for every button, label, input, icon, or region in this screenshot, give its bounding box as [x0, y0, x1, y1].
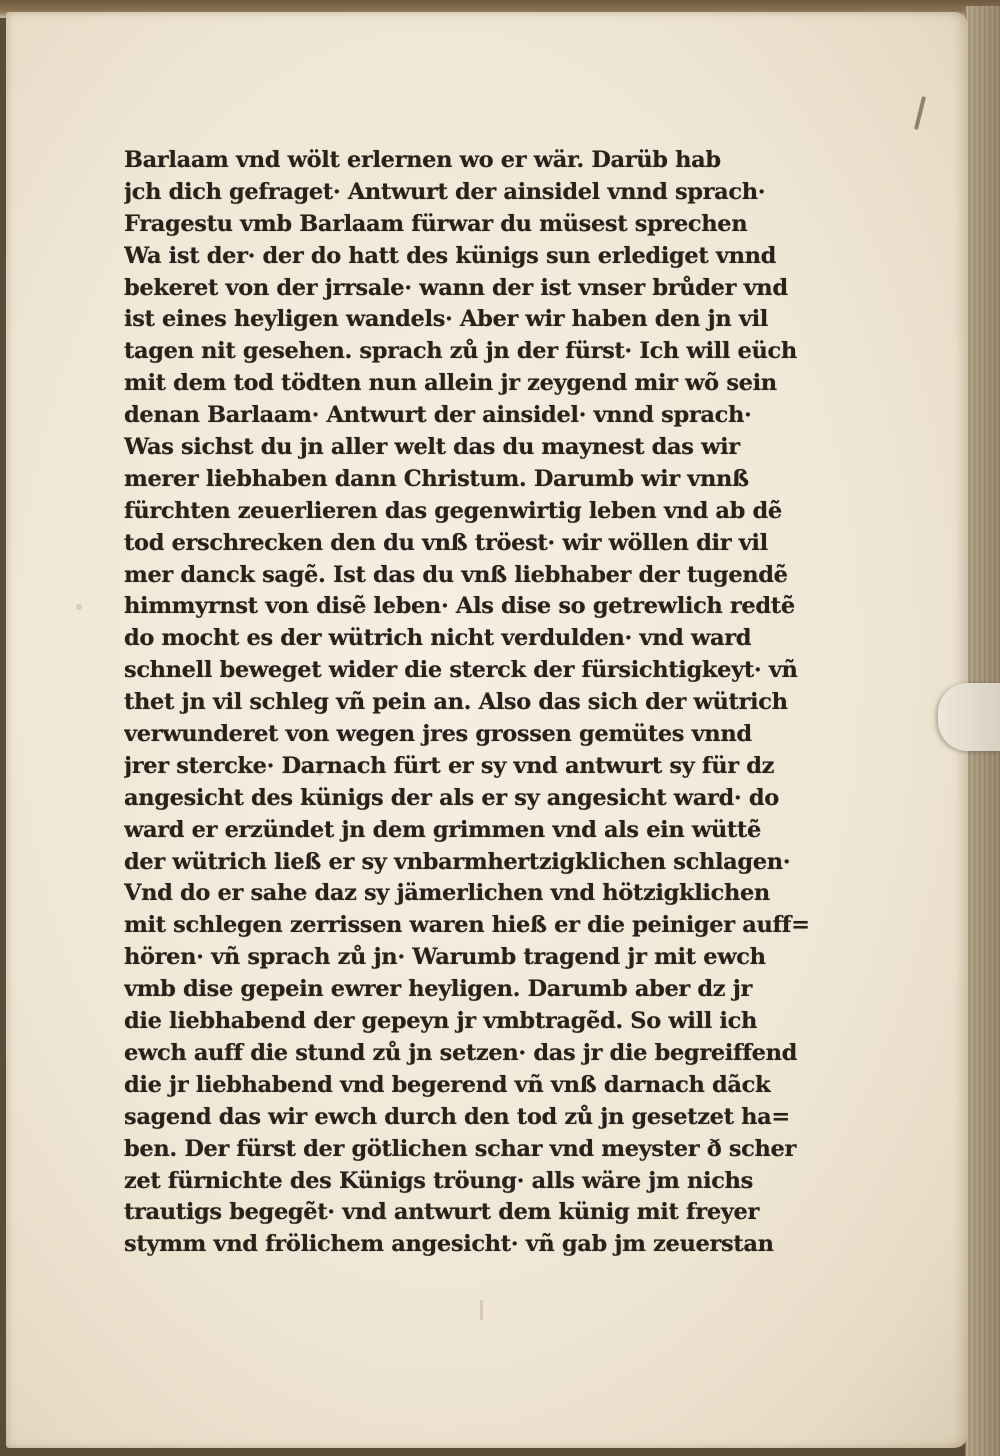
text-line: ewch auff die stund zů jn setzen· das jr die begreiffend [124, 1039, 798, 1066]
text-line: stymm vnd frölichem angesicht· vñ gab jm zeuerstan [124, 1231, 774, 1258]
foxing-spot [76, 604, 82, 610]
text-line: zet fürnichte des Künigs tröung· alls wäre jm nichs [124, 1167, 753, 1194]
text-line: ist eines heyligen wandels· Aber wir haben den jn vil [124, 306, 768, 333]
text-line: hören· vñ sprach zů jn· Warumb tragend jr mit ewch [124, 944, 766, 971]
foxing-spot [480, 1300, 483, 1320]
page-tab-marker [938, 683, 1000, 751]
ink-mark [914, 96, 926, 130]
text-line: trautigs begegẽt· vnd antwurt dem künig mit freyer [124, 1199, 759, 1226]
text-line: vmb dise gepein ewrer heyligen. Darumb aber dz jr [124, 976, 753, 1003]
text-line: Wa ist der· der do hatt des künigs sun erlediget vnnd [124, 242, 777, 269]
text-line: ward er erzündet jn dem grimmen vnd als ein wüttẽ [124, 816, 761, 843]
text-line: die jr liebhabend vnd begerend vñ vnß darnach dãck [124, 1071, 771, 1098]
text-line: jrer stercke· Darnach fürt er sy vnd antwurt sy für dz [124, 752, 775, 779]
text-line: sagend das wir ewch durch den tod zů jn gesetzet ha= [124, 1103, 790, 1130]
text-line: verwunderet von wegen jres grossen gemütes vnnd [124, 721, 752, 748]
text-line: jch dich gefraget· Antwurt der ainsidel vnnd sprach· [124, 178, 766, 205]
text-line: die liebhabend der gepeyn jr vmbtragẽd. So will ich [124, 1008, 757, 1035]
text-line: Vnd do er sahe daz sy jämerlichen vnd hötzigklichen [124, 880, 770, 907]
text-line: ben. Der fürst der götlichen schar vnd meyster ð scher [124, 1135, 796, 1162]
text-line: do mocht es der wütrich nicht verdulden· vnd ward [124, 625, 752, 652]
text-line: angesicht des künigs der als er sy angesicht ward· do [124, 784, 779, 811]
text-line: Barlaam vnd wölt erlernen wo er wär. Darüb hab [124, 147, 721, 173]
manuscript-page [6, 12, 968, 1448]
text-line: bekeret von der jrrsale· wann der ist vnser brůder vnd [124, 274, 788, 301]
text-line: schnell beweget wider die sterck der fürsichtigkeyt· vñ [124, 657, 798, 684]
text-line: denan Barlaam· Antwurt der ainsidel· vnnd sprach· [124, 402, 752, 429]
text-line: tod erschrecken den du vnß tröest· wir wöllen dir vil [124, 529, 768, 556]
text-line: mit dem tod tödten nun allein jr zeygend mir wõ sein [124, 370, 777, 397]
text-line: mit schlegen zerrissen waren hieß er die peiniger auff= [124, 912, 810, 939]
text-line: fürchten zeuerlieren das gegenwirtig leben vnd ab dẽ [124, 497, 782, 524]
text-line: mer danck sagẽ. Ist das du vnß liebhaber der tugendẽ [124, 561, 788, 588]
text-block [124, 145, 814, 1261]
text-line: himmyrnst von disẽ leben· Als dise so getrewlich redtẽ [124, 593, 795, 620]
text-line: thet jn vil schleg vñ pein an. Also das sich der wütrich [124, 689, 788, 716]
text-line: Fragestu vmb Barlaam fürwar du müsest sprechen [124, 210, 748, 237]
text-line: der wütrich ließ er sy vnbarmhertzigklichen schlagen· [124, 848, 791, 875]
text-line: Was sichst du jn aller welt das du maynest das wir [124, 434, 740, 461]
text-line: merer liebhaben dann Christum. Darumb wir vnnß [124, 465, 749, 492]
text-line: tagen nit gesehen. sprach zů jn der fürst· Ich will eüch [124, 338, 797, 365]
